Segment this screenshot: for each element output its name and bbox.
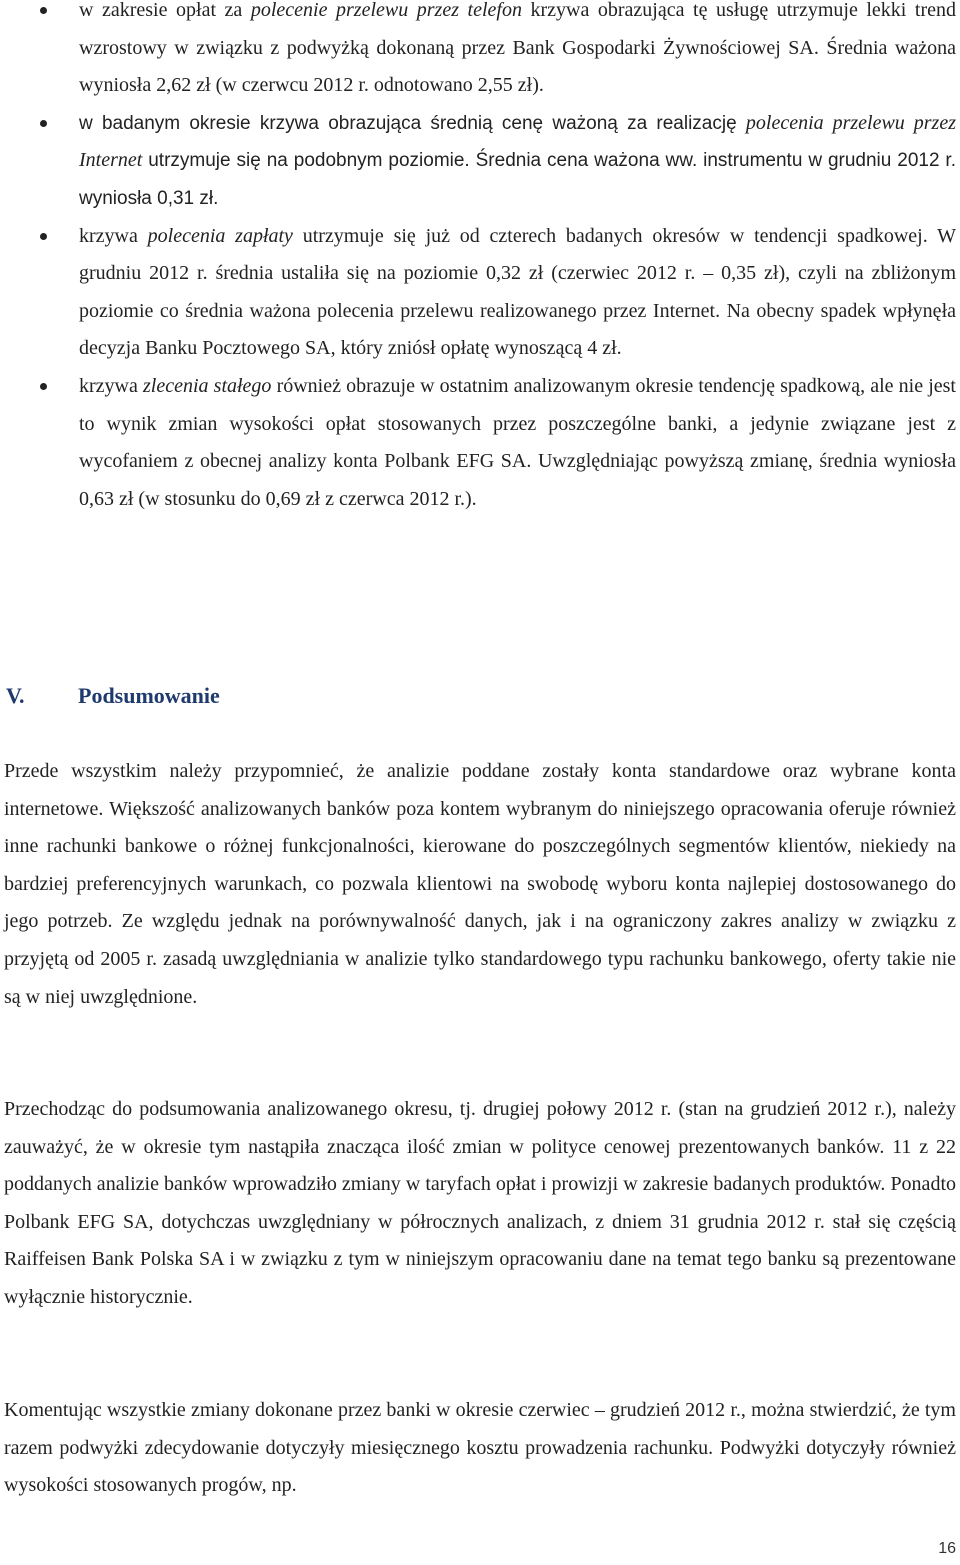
bullet-item-standing-order bbox=[0, 368, 960, 518]
bullet-text: w zakresie opłat za bbox=[79, 0, 251, 21]
section-title: Podsumowanie bbox=[78, 683, 220, 708]
paragraph-period-summary: Przechodząc do podsumowania analizowanego okresu, tj. drugiej połowy 2012 r. (stan na grudzień 2012 r.), należy zauważyć, że w okresie tym nastąpiła znacząca ilość zmian w polityce cenowej prezentowanych banków. 11 z 22 poddanych analizie banków wprowadziło zmiany w taryfach opłat i prowizji w zakresie badanych produktów. Ponadto Polbank EFG SA, dotychczas uwzględniany w półrocznych analizach, z dniem 31 grudnia 2012 r. stał się częścią Raiffeisen Bank Polska SA i w związku z tym w niniejszym opracowaniu dane na temat tego banku są prezentowane wyłącznie historycznie. bbox=[4, 1098, 956, 1308]
page-number: 16 bbox=[938, 1540, 956, 1557]
section-number: V. bbox=[6, 683, 25, 708]
bullet-text: krzywa bbox=[79, 224, 148, 247]
section-heading bbox=[6, 678, 220, 714]
bullet-text: krzywa obrazująca tę usługę utrzymuje lekki trend wzrostowy w związku z podwyżką dokonaną przez Bank Gospodarki Żywnościowej SA. Średnia ważona wyniosła 2,62 zł (w czerwcu 2012 r. odnotowano 2,55 zł). bbox=[79, 0, 956, 97]
bullet-item-direct-debit bbox=[0, 218, 960, 368]
bullet-dot-icon bbox=[40, 7, 47, 14]
bullet-emphasis: zlecenia stałego bbox=[143, 374, 272, 397]
bullet-item-telephone-transfer bbox=[0, 0, 960, 105]
bullet-emphasis: polecenia przelewu przez Internet bbox=[79, 111, 956, 172]
bullet-text: w badanym okresie krzywa obrazująca średnią cenę ważoną za realizację bbox=[79, 112, 746, 134]
bullet-dot-icon bbox=[40, 120, 47, 127]
bullet-text: utrzymuje się na podobnym poziomie. Średnia cena ważona ww. instrumentu w grudniu 2012 r. wyniosła 0,31 zł. bbox=[79, 150, 956, 209]
bullet-list bbox=[0, 0, 960, 518]
bullet-dot-icon bbox=[40, 383, 47, 390]
paragraph-changes-comment: Komentując wszystkie zmiany dokonane przez banki w okresie czerwiec – grudzień 2012 r., można stwierdzić, że tym razem podwyżki zdecydowanie dotyczyły miesięcznego kosztu prowadzenia rachunku. Podwyżki dotyczyły również wysokości stosowanych progów, np. bbox=[4, 1399, 956, 1497]
bullet-emphasis: polecenie przelewu przez telefon bbox=[250, 0, 522, 21]
bullet-text: również obrazuje w ostatnim analizowanym okresie tendencję spadkową, ale nie jest to wynik zmian wysokości opłat stosowanych przez poszczególne banki, a jedynie związane jest z wycofaniem z obecnej analizy konta Polbank EFG SA. Uwzględniając powyższą zmianę, średnia wyniosła 0,63 zł (w stosunku do 0,69 zł z czerwca 2012 r.). bbox=[79, 374, 956, 510]
paragraph-standard-accounts: Przede wszystkim należy przypomnieć, że analizie poddane zostały konta standardowe oraz wybrane konta internetowe. Większość analizowanych banków poza kontem wybranym do niniejszego opracowania oferuje również inne rachunki bankowe o różnej funkcjonalności, kierowane do poszczególnych segmentów klientów, niekiedy na bardziej preferencyjnych warunkach, co pozwala klientowi na swobodę wyboru konta najlepiej dostosowanego do jego potrzeb. Ze względu jednak na porównywalność danych, jak i na ograniczony zakres analizy w związku z przyjętą od 2005 r. zasadą uwzględniania w analizie tylko standardowego typu rachunku bankowego, oferty takie nie są w niej uwzględnione. bbox=[4, 760, 956, 1008]
bullet-dot-icon bbox=[40, 233, 47, 240]
bullet-text: utrzymuje się już od czterech badanych okresów w tendencji spadkowej. W grudniu 2012 r. średnia ustaliła się na poziomie 0,32 zł (czerwiec 2012 r. – 0,35 zł), czyli na zbliżonym poziomie co średnia ważona polecenia przelewu realizowanego przez Internet. Na obecny spadek wpłynęła decyzja Banku Pocztowego SA, który zniósł opłatę wynoszącą 4 zł. bbox=[79, 224, 956, 360]
bullet-item-internet-transfer bbox=[0, 105, 960, 218]
bullet-text: krzywa bbox=[79, 374, 143, 397]
bullet-emphasis: polecenia zapłaty bbox=[147, 224, 293, 247]
